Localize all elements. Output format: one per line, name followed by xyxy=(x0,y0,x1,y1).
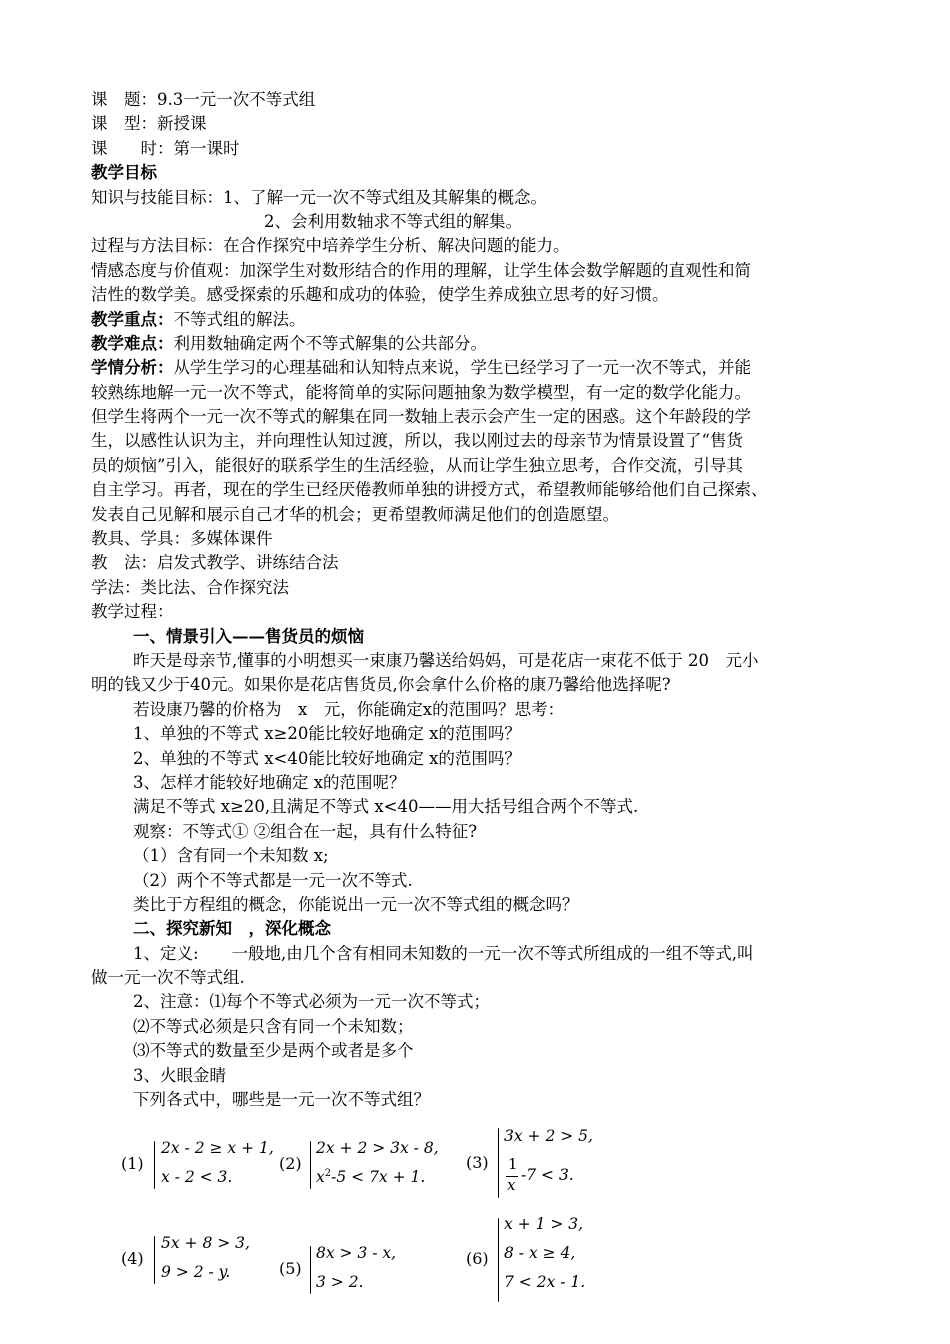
system-5-brace xyxy=(310,1246,311,1294)
system-3-numerator: 1 xyxy=(508,1155,518,1173)
system-2-inequality-b xyxy=(316,1168,425,1186)
system-4 xyxy=(121,1230,291,1290)
topic-line: 课 题：9.3一元一次不等式组 xyxy=(91,90,316,109)
system-6-inequality-a: x + 1 > 3, xyxy=(504,1215,584,1233)
section1-paragraph-1b: 明的钱又少于40元。如果你是花店售货员,你会拿什么价格的康乃馨给他选择呢? xyxy=(91,675,671,695)
section1-paragraph-5: 类比于方程组的概念，你能说出一元一次不等式组的概念吗？ xyxy=(133,894,579,914)
system-2 xyxy=(279,1135,469,1195)
analysis-label: 学情分析： xyxy=(91,358,174,378)
analysis-line-2: 较熟练地解一元一次不等式，能将简单的实际问题抽象为数学模型，有一定的数学化能力。 xyxy=(91,382,751,402)
key-point-line xyxy=(91,308,871,332)
section1-heading: 一、情景引入——售货员的烦恼 xyxy=(133,626,364,646)
system-1-number: (1) xyxy=(121,1154,144,1173)
analysis-line-6: 自主学习。再者，现在的学生已经厌倦教师单独的讲授方式，希望教师能够给他们自己探索、 xyxy=(91,480,768,500)
inequality-systems xyxy=(91,1127,871,1310)
system-2-brace xyxy=(310,1141,311,1189)
difficulty-line xyxy=(91,332,871,356)
study-line: 学法：类比法、合作探究法 xyxy=(91,577,289,597)
section2-heading: 二、探究新知 ，深化概念 xyxy=(133,919,331,939)
note-line-0: 2、注意：⑴每个不等式必须为一元一次不等式； xyxy=(133,992,490,1012)
system-1 xyxy=(121,1135,291,1195)
system-2-rest: -5 < 7x + 1. xyxy=(331,1168,426,1187)
section1-paragraph-1a: 昨天是母亲节,懂事的小明想买一束康乃馨送给妈妈，可是花店一束花不低于 20 元小 xyxy=(133,650,759,670)
analysis-line-7: 发表自己见解和展示自己才华的机会；更希望教师满足他们的创造愿望。 xyxy=(91,504,619,524)
system-5-inequality-b: 3 > 2. xyxy=(316,1273,364,1291)
definition-line-2: 做一元一次不等式组. xyxy=(91,968,245,988)
lesson-plan-text xyxy=(91,88,871,1112)
system-5 xyxy=(279,1240,449,1300)
note-line-1: ⑵不等式必须是只含有同一个未知数； xyxy=(133,1016,414,1036)
system-1-inequality-a: 2x - 2 ≥ x + 1, xyxy=(161,1139,274,1157)
emotion-objective-1: 情感态度与价值观：加深学生对数形结合的作用的理解，让学生体会数学解题的直观性和简 xyxy=(91,260,751,280)
system-5-number: (5) xyxy=(279,1259,302,1278)
system-4-inequality-a: 5x + 8 > 3, xyxy=(161,1234,250,1252)
system-6-brace xyxy=(498,1218,499,1302)
system-6-number: (6) xyxy=(466,1249,489,1268)
system-1-brace xyxy=(154,1141,155,1189)
process-heading: 教学过程： xyxy=(91,602,174,622)
system-3-number: (3) xyxy=(466,1153,489,1172)
emotion-objective-2: 洁性的数学美。感受探索的乐趣和成功的体验，使学生养成独立思考的好习惯。 xyxy=(91,285,669,305)
analysis-line-4: 生，以感性认识为主，并向理性认知过渡，所以，我以刚过去的母亲节为情景设置了“售货 xyxy=(91,431,743,451)
system-5-inequality-a: 8x > 3 - x, xyxy=(316,1244,397,1262)
feature-1: （1）含有同一个未知数 x; xyxy=(133,846,329,866)
key-point-text: 不等式组的解法。 xyxy=(173,309,306,329)
system-6-inequality-c: 7 < 2x - 1. xyxy=(504,1273,586,1291)
analysis-line-3: 但学生将两个一元一次不等式的解集在同一数轴上表示会产生一定的困惑。这个年龄段的学 xyxy=(91,407,751,427)
system-3-brace xyxy=(498,1128,499,1198)
system-3-denominator: x xyxy=(507,1176,516,1194)
system-3 xyxy=(466,1124,646,1200)
type-line: 课 型：新授课 xyxy=(91,114,207,134)
process-objective: 过程与方法目标：在合作探究中培养学生分析、解决问题的能力。 xyxy=(91,236,570,256)
analysis-line-1 xyxy=(91,356,871,380)
system-4-inequality-b: 9 > 2 - y. xyxy=(161,1263,231,1281)
note-line-2: ⑶不等式的数量至少是两个或者是多个 xyxy=(133,1041,414,1061)
feature-2: （2）两个不等式都是一元一次不等式. xyxy=(133,870,413,890)
system-4-brace xyxy=(154,1236,155,1284)
tools-line: 教具、学具：多媒体课件 xyxy=(91,529,273,549)
analysis-text-1: 从学生学习的心理基础和认知特点来说，学生已经学习了一元一次不等式，并能 xyxy=(173,358,751,378)
method-line: 教 法：启发式教学、讲练结合法 xyxy=(91,553,339,573)
definition-line-1: 1、定义: 一般地,由几个含有相同未知数的一元一次不等式所组成的一组不等式,叫 xyxy=(133,943,754,963)
difficulty-text: 利用数轴确定两个不等式解集的公共部分。 xyxy=(173,333,487,353)
knowledge-objective-2: 2、会利用数轴求不等式组的解集。 xyxy=(264,211,522,231)
time-line: 课 时：第一课时 xyxy=(91,138,240,158)
question-1: 1、单独的不等式 x≥20能比较好地确定 x的范围吗？ xyxy=(133,724,521,744)
exercise-prompt: 下列各式中，哪些是一元一次不等式组？ xyxy=(133,1090,430,1110)
analysis-line-5: 员的烦恼”引入，能很好的联系学生的生活经验，从而让学生独立思考，合作交流，引导其 xyxy=(91,455,743,475)
section1-paragraph-4: 观察：不等式① ②组合在一起，具有什么特征? xyxy=(133,821,478,841)
key-point-label: 教学重点： xyxy=(91,309,174,329)
system-6-inequality-b: 8 - x ≥ 4, xyxy=(504,1244,576,1262)
system-2-number: (2) xyxy=(279,1154,302,1173)
question-3: 3、怎样才能较好地确定 x的范围呢？ xyxy=(133,772,406,792)
exercise-heading: 3、火眼金睛 xyxy=(133,1065,226,1085)
knowledge-objective-1: 知识与技能目标：1、了解一元一次不等式组及其解集的概念。 xyxy=(91,187,547,207)
section1-paragraph-2: 若设康乃馨的价格为 x 元，你能确定x的范围吗？思考： xyxy=(133,699,565,719)
system-6 xyxy=(466,1213,646,1305)
system-3-inequality-b: -7 < 3. xyxy=(521,1166,574,1184)
section1-paragraph-3: 满足不等式 x≥20,且满足不等式 x<40——用大括号组合两个不等式. xyxy=(133,797,639,817)
system-2-variable: x xyxy=(316,1168,325,1187)
objectives-heading: 教学目标 xyxy=(91,163,157,183)
question-2: 2、单独的不等式 x<40能比较好地确定 x的范围吗？ xyxy=(133,748,521,768)
system-3-inequality-a: 3x + 2 > 5, xyxy=(504,1127,593,1145)
system-2-inequality-a: 2x + 2 > 3x - 8, xyxy=(316,1139,439,1157)
system-1-inequality-b: x - 2 < 3. xyxy=(161,1168,233,1186)
system-4-number: (4) xyxy=(121,1249,144,1268)
system-2-exponent: 2 xyxy=(324,1168,332,1179)
system-3-fraction xyxy=(506,1155,518,1195)
difficulty-label: 教学难点： xyxy=(91,333,174,353)
